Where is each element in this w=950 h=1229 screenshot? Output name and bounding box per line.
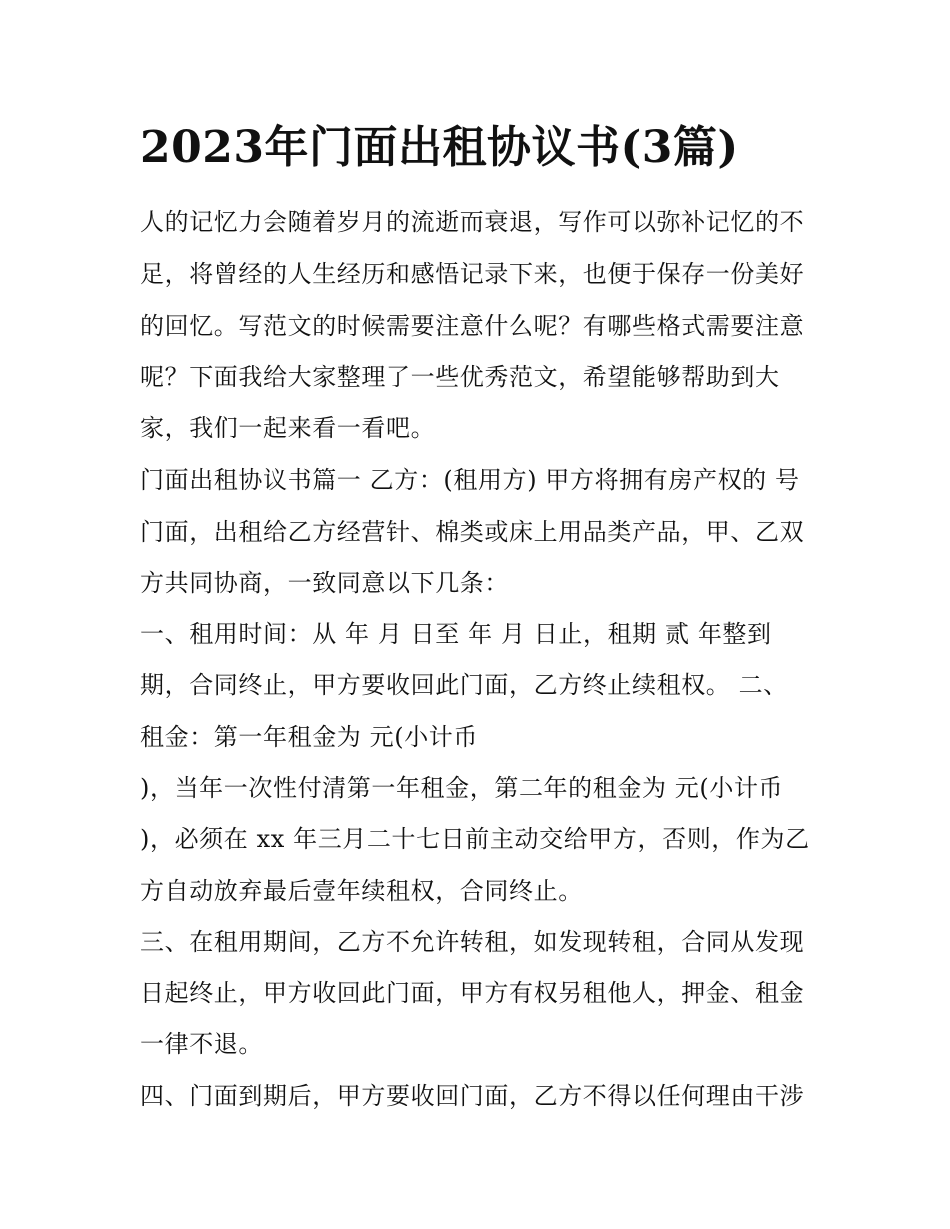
body-line: 的回忆。写范文的时候需要注意什么呢？有哪些格式需要注意 — [140, 312, 805, 340]
body-line: 租金：第一年租金为 元(小计币 — [140, 723, 478, 751]
body-line: 门面，出租给乙方经营针、棉类或床上用品类产品，甲、乙双 — [140, 518, 805, 546]
body-line: 一律不退。 — [140, 1030, 263, 1058]
body-line: 呢？下面我给大家整理了一些优秀范文，希望能够帮助到大 — [140, 363, 780, 391]
body-line: 家，我们一起来看一看吧。 — [140, 414, 436, 442]
body-line: 期，合同终止，甲方要收回此门面，乙方终止续租权。 二、 — [140, 671, 788, 699]
body-line: 方共同协商，一致同意以下几条： — [140, 569, 509, 597]
body-line: 方自动放弃最后壹年续租权，合同终止。 — [140, 877, 583, 905]
body-line: 人的记忆力会随着岁月的流逝而衰退，写作可以弥补记忆的不 — [140, 208, 805, 236]
body-line: 足，将曾经的人生经历和感悟记录下来，也便于保存一份美好 — [140, 260, 805, 288]
document-title: 2023年门面出租协议书(3篇) — [140, 122, 739, 173]
body-line: )，必须在 xx 年三月二十七日前主动交给甲方，否则，作为乙 — [140, 825, 810, 853]
body-line: 日起终止，甲方收回此门面，甲方有权另租他人，押金、租金 — [140, 979, 805, 1007]
body-line: 门面出租协议书篇一 乙方：(租用方) 甲方将拥有房产权的 号 — [140, 466, 800, 494]
body-line: 四、门面到期后，甲方要收回门面，乙方不得以任何理由干涉 — [140, 1082, 805, 1110]
body-line: 三、在租用期间，乙方不允许转租，如发现转租，合同从发现 — [140, 928, 805, 956]
body-line: )，当年一次性付清第一年租金，第二年的租金为 元(小计币 — [140, 774, 784, 802]
body-line: 一、租用时间：从 年 月 日至 年 月 日止，租期 贰 年整到 — [140, 620, 772, 648]
